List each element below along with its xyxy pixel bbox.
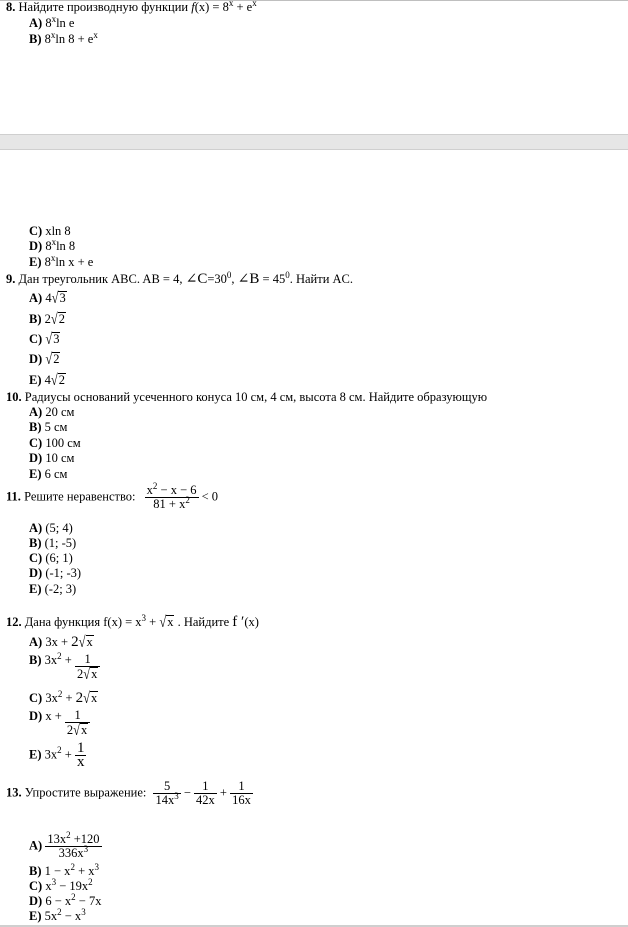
option-8d[interactable]: [29, 236, 76, 254]
option-text: 3x: [45, 691, 58, 705]
coefficient: 4: [45, 291, 52, 305]
option-text: 8: [44, 255, 51, 269]
degree-mark: 0: [285, 269, 290, 280]
option-12d[interactable]: [29, 709, 90, 737]
sqrt: [83, 667, 98, 681]
sqrt: [45, 332, 60, 347]
radical-icon: √: [50, 310, 58, 328]
option-label: E): [29, 747, 42, 762]
option-label: E): [29, 373, 42, 387]
option-text: 6 − x: [45, 894, 72, 908]
expr-part: 336x: [58, 846, 84, 860]
question-text: +: [146, 615, 160, 629]
option-8a[interactable]: [29, 13, 75, 31]
option-text: +: [61, 747, 75, 762]
option-label: C): [29, 879, 43, 893]
fraction-numerator: 5: [153, 780, 180, 794]
option-label: C): [29, 224, 43, 238]
radical-icon: √: [83, 665, 91, 683]
radicand: x: [91, 667, 98, 681]
option-text: 3x: [44, 747, 58, 762]
fraction-denominator: [145, 494, 199, 511]
angle-name: B: [249, 271, 260, 287]
option-label: D): [29, 352, 43, 366]
function-name: f: [191, 0, 195, 14]
expression-fraction: [153, 780, 180, 807]
exponent: x: [228, 0, 234, 8]
question-8: [6, 0, 257, 15]
exponent: 2: [57, 650, 62, 661]
option-text: + x: [74, 864, 95, 878]
exponent: 2: [70, 861, 75, 872]
option-text: (1; -5): [44, 536, 77, 550]
option-text: x +: [45, 709, 65, 723]
option-13d[interactable]: [29, 891, 102, 909]
radicand: 3: [53, 332, 60, 346]
question-10: [6, 390, 487, 405]
option-label: C): [29, 332, 43, 346]
sqrt: [79, 635, 94, 650]
option-label: D): [29, 894, 43, 908]
question-text: =30: [207, 272, 227, 286]
question-text: (x): [244, 615, 259, 629]
option-13e[interactable]: [29, 906, 86, 924]
fraction-denominator: x: [76, 754, 85, 770]
option-9b[interactable]: [29, 312, 66, 327]
coefficient: 2: [76, 667, 84, 681]
fraction-numerator: 1: [65, 709, 90, 723]
radical-icon: √: [78, 633, 86, 651]
question-text: Найдите производную функции: [18, 0, 189, 14]
exponent: 3: [174, 790, 179, 801]
exponent: 2: [88, 876, 93, 887]
exponent: x: [50, 252, 56, 263]
fraction-denominator: [75, 667, 100, 681]
option-text: (6; 1): [45, 551, 73, 565]
radicand: 2: [53, 352, 60, 366]
option-label: D): [29, 451, 43, 465]
radicand: 3: [59, 291, 66, 305]
relation: < 0: [201, 489, 219, 504]
option-fraction: [75, 742, 87, 769]
option-label: A): [29, 635, 43, 649]
exponent: x: [252, 0, 257, 8]
question-text: Радиусы оснований усеченного конуса 10 см, 4 см, высота 8 см. Найдите образующую: [24, 390, 488, 404]
exponent: 2: [57, 688, 63, 699]
question-text: Дана функция f(x) = x: [24, 615, 142, 629]
expression-fraction: [230, 780, 253, 807]
option-8c[interactable]: [29, 224, 71, 239]
question-text: . Найдите: [177, 615, 230, 629]
expr-part: 13x: [47, 832, 67, 846]
degree-mark: 0: [226, 269, 232, 280]
radical-icon: √: [83, 689, 91, 707]
option-text: 5x: [44, 909, 58, 923]
radical-icon: √: [73, 721, 81, 739]
option-label: C): [29, 691, 43, 705]
option-label: D): [29, 239, 43, 253]
expression-fraction: [194, 780, 217, 807]
fraction-numerator: 1: [76, 740, 85, 756]
option-label: A): [29, 521, 43, 535]
option-text: (5; 4): [45, 521, 73, 535]
option-label: E): [29, 582, 42, 596]
option-text: x: [45, 879, 52, 893]
option-text: 8: [45, 16, 52, 30]
sqrt: [51, 312, 66, 327]
option-label: B): [29, 536, 42, 550]
sqrt: [51, 373, 66, 388]
option-12a[interactable]: [29, 635, 94, 650]
option-text: (-2; 3): [44, 582, 77, 596]
question-11: [6, 480, 219, 511]
exponent: 3: [94, 861, 99, 872]
exponent: x: [50, 29, 56, 40]
angle-name: C: [197, 271, 208, 287]
option-text: − 7x: [75, 894, 102, 908]
option-10b[interactable]: [29, 420, 67, 435]
exponent: 2: [185, 494, 190, 505]
question-number: 8.: [6, 0, 16, 14]
option-text: +: [61, 653, 75, 667]
option-text: − 19x: [56, 879, 89, 893]
fraction-denominator: [45, 843, 101, 860]
question-text: Решите неравенство:: [24, 489, 136, 504]
option-text: 100 см: [45, 436, 81, 450]
option-12e[interactable]: [29, 742, 86, 769]
option-label: A): [29, 405, 43, 419]
exponent: 2: [66, 829, 71, 840]
exponent: 2: [152, 480, 158, 491]
option-text: 3x +: [45, 635, 72, 649]
operator: −: [183, 785, 191, 800]
option-10a[interactable]: [29, 405, 74, 420]
option-label: D): [29, 709, 43, 723]
option-text: 10 см: [45, 451, 75, 465]
exponent: 2: [71, 891, 76, 902]
option-text: ln e: [56, 16, 75, 30]
fraction-numerator: 1: [230, 780, 253, 794]
exponent: 3: [141, 612, 147, 623]
option-13c[interactable]: [29, 876, 93, 894]
fraction-numerator: 1: [75, 653, 100, 667]
expr-part: +120: [70, 832, 100, 846]
option-text: 1 − x: [44, 864, 71, 878]
radical-icon: √: [45, 330, 53, 348]
option-11a[interactable]: [29, 521, 73, 536]
coefficient: 2: [71, 634, 79, 650]
sqrt: [45, 352, 60, 367]
option-label: E): [29, 467, 42, 481]
expr-part: + e: [233, 0, 253, 14]
option-label: B): [29, 653, 42, 667]
option-8b[interactable]: [29, 29, 98, 47]
fraction-denominator: [153, 790, 180, 807]
question-number: 12.: [6, 615, 22, 629]
radicand: x: [86, 635, 93, 649]
option-text: 6 см: [44, 467, 68, 481]
option-label: D): [29, 566, 43, 580]
option-9d[interactable]: [29, 352, 60, 367]
option-fraction: [65, 709, 90, 737]
radicand: 2: [58, 312, 65, 326]
sqrt: [73, 723, 88, 737]
question-9: [6, 269, 353, 287]
option-10d[interactable]: [29, 451, 74, 466]
option-text: +: [62, 691, 76, 705]
question-13: [6, 780, 253, 807]
question-number: 11.: [6, 489, 21, 504]
question-text: Упростите выражение:: [24, 785, 147, 800]
derivative-symbol: f ′: [232, 614, 245, 630]
option-10c[interactable]: [29, 436, 81, 451]
coefficient: 4: [44, 373, 51, 387]
option-12c[interactable]: [29, 688, 98, 707]
angle-icon: ∠: [185, 272, 198, 287]
question-text: . Найти AC.: [289, 272, 353, 286]
option-13a[interactable]: [29, 829, 102, 860]
radicand: x: [167, 615, 174, 629]
option-label: B): [29, 32, 42, 46]
option-text: 20 см: [45, 405, 75, 419]
option-text: 8: [45, 239, 52, 253]
option-label: A): [29, 16, 43, 30]
option-11e[interactable]: [29, 582, 76, 597]
exponent: 3: [83, 843, 89, 854]
radicand: 2: [58, 373, 65, 387]
radical-icon: √: [159, 613, 167, 631]
option-label: C): [29, 551, 43, 565]
expr-part: − x − 6: [157, 483, 197, 497]
option-8e[interactable]: [29, 252, 94, 270]
expr-part: (x) = 8: [194, 0, 229, 14]
option-11c[interactable]: [29, 551, 73, 566]
option-9c[interactable]: [29, 332, 60, 347]
option-text: xln 8: [45, 224, 71, 238]
option-text: (-1; -3): [45, 566, 82, 580]
option-label: B): [29, 312, 42, 326]
option-9e[interactable]: [29, 373, 66, 388]
fraction-denominator: [65, 723, 90, 737]
question-number: 10.: [6, 390, 22, 404]
option-label: A): [29, 838, 43, 853]
option-label: B): [29, 420, 42, 434]
exponent: 2: [57, 745, 62, 756]
radical-icon: √: [50, 371, 58, 389]
radicand: x: [81, 723, 88, 737]
option-fraction: [45, 829, 101, 860]
question-text: = 45: [259, 272, 286, 286]
radicand: x: [91, 691, 98, 705]
exponent: x: [51, 13, 57, 24]
expr-part: x: [146, 483, 153, 497]
inequality-fraction: [145, 480, 199, 511]
sqrt: [52, 291, 67, 306]
option-text: ln 8: [56, 239, 76, 253]
option-label: C): [29, 436, 43, 450]
coefficient: 2: [66, 723, 74, 737]
question-number: 9.: [6, 272, 16, 286]
exponent: 2: [57, 906, 62, 917]
angle-icon: ∠: [237, 272, 250, 287]
fraction-numerator: 1: [194, 780, 217, 794]
option-10e[interactable]: [29, 467, 67, 482]
option-label: B): [29, 864, 42, 878]
coefficient: 2: [44, 312, 51, 326]
option-label: E): [29, 255, 42, 269]
expr-part: 14x: [155, 793, 175, 807]
option-11d[interactable]: [29, 566, 81, 581]
question-number: 13.: [6, 785, 22, 800]
exponent: x: [93, 29, 98, 40]
option-text: ln x + e: [55, 255, 94, 269]
radical-icon: √: [51, 289, 59, 307]
question-text: ,: [231, 272, 235, 286]
option-12b[interactable]: [29, 650, 100, 683]
radical-icon: √: [45, 350, 53, 368]
coefficient: 2: [75, 690, 84, 706]
option-label: E): [29, 909, 42, 923]
exponent: 3: [51, 876, 57, 887]
option-9a[interactable]: [29, 291, 67, 306]
option-text: ln 8 + e: [55, 32, 94, 46]
fraction-numerator: [45, 829, 101, 847]
exponent: x: [51, 236, 57, 247]
option-fraction: [75, 653, 100, 681]
fraction-numerator: [145, 480, 199, 498]
option-label: A): [29, 291, 43, 305]
sqrt: [83, 691, 98, 706]
page-separator: [0, 134, 628, 150]
exponent: 3: [81, 906, 86, 917]
question-text: Дан треугольник ABC. AB = 4,: [18, 272, 183, 286]
fraction-denominator: 16x: [232, 793, 251, 807]
sqrt: [159, 615, 174, 630]
option-text: − x: [61, 909, 82, 923]
option-text: 3x: [44, 653, 58, 667]
operator: +: [219, 785, 227, 800]
option-text: 5 см: [44, 420, 68, 434]
option-11b[interactable]: [29, 536, 76, 551]
question-12: [6, 612, 259, 631]
fraction-denominator: 42x: [196, 793, 215, 807]
option-text: 8: [44, 32, 51, 46]
expr-part: 81 + x: [153, 497, 186, 511]
